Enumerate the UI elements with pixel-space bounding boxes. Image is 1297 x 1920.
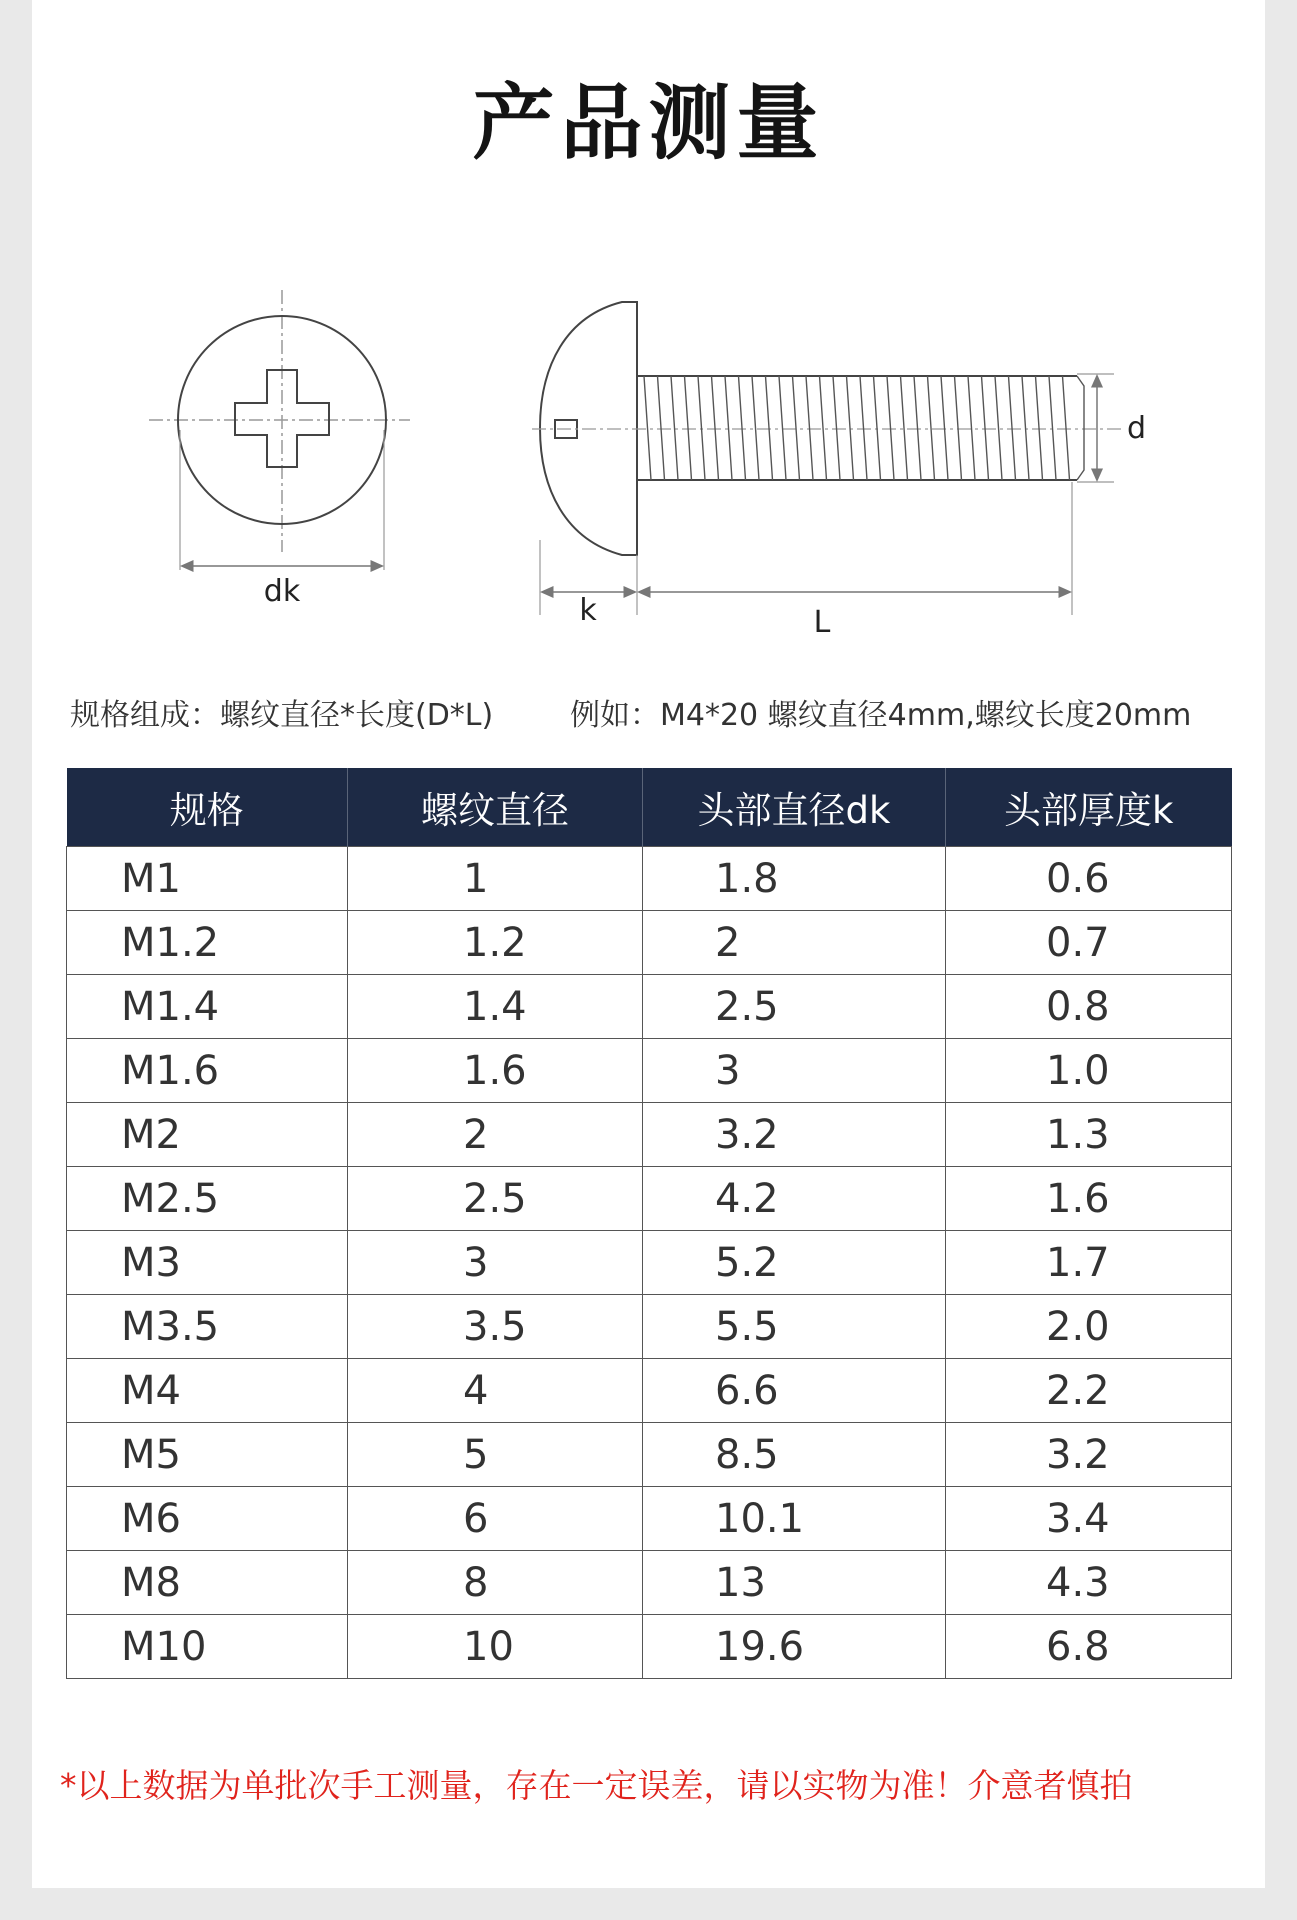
table-cell: 8: [348, 1551, 643, 1615]
header-head-thickness: 头部厚度k: [946, 768, 1232, 847]
header-spec: 规格: [67, 768, 348, 847]
table-row: [67, 975, 1232, 1039]
screw-side-view: [532, 302, 1122, 615]
label-dk: dk: [263, 574, 301, 609]
table-cell: 2.0: [946, 1295, 1232, 1359]
table-cell: M1.4: [67, 975, 348, 1039]
table-cell: M8: [67, 1551, 348, 1615]
label-L: L: [813, 605, 831, 640]
screw-head-top-view: [149, 290, 410, 570]
label-d: d: [1127, 411, 1147, 446]
spec-example-text: 例如：M4*20 螺纹直径4mm,螺纹长度20mm: [570, 698, 1192, 733]
table-cell: 0.8: [946, 975, 1232, 1039]
table-cell: 3.2: [946, 1423, 1232, 1487]
table-cell: 1.2: [348, 911, 643, 975]
table-cell: M2: [67, 1103, 348, 1167]
label-k: k: [579, 593, 597, 628]
table-cell: 6.6: [643, 1359, 946, 1423]
table-cell: 13: [643, 1551, 946, 1615]
table-cell: 0.7: [946, 911, 1232, 975]
header-thread-diameter: 螺纹直径: [348, 768, 643, 847]
spec-composition-text: 规格组成：螺纹直径*长度(D*L): [70, 698, 494, 733]
table-cell: M10: [67, 1615, 348, 1679]
table-cell: 10: [348, 1615, 643, 1679]
table-cell: M1.6: [67, 1039, 348, 1103]
table-cell: M1: [67, 847, 348, 911]
table-cell: 8.5: [643, 1423, 946, 1487]
table-cell: 19.6: [643, 1615, 946, 1679]
table-cell: 1: [348, 847, 643, 911]
table-cell: 4.2: [643, 1167, 946, 1231]
page-title: 产品测量: [472, 76, 825, 171]
table-row: [67, 1551, 1232, 1615]
table-row: [67, 1295, 1232, 1359]
table-cell: 5.2: [643, 1231, 946, 1295]
table-cell: M1.2: [67, 911, 348, 975]
table-cell: M6: [67, 1487, 348, 1551]
table-cell: 1.6: [946, 1167, 1232, 1231]
table-cell: 6: [348, 1487, 643, 1551]
table-cell: 2: [643, 911, 946, 975]
table-cell: M5: [67, 1423, 348, 1487]
table-cell: 1.0: [946, 1039, 1232, 1103]
header-head-diameter: 头部直径dk: [643, 768, 946, 847]
table-row: [67, 1039, 1232, 1103]
table-cell: 0.6: [946, 847, 1232, 911]
table-cell: M3: [67, 1231, 348, 1295]
table-cell: 1.4: [348, 975, 643, 1039]
table-cell: 1.6: [348, 1039, 643, 1103]
table-cell: 2.5: [643, 975, 946, 1039]
spec-table: [66, 768, 1232, 1679]
table-cell: 4: [348, 1359, 643, 1423]
table-cell: 4.3: [946, 1551, 1232, 1615]
table-row: [67, 1615, 1232, 1679]
table-cell: 3.2: [643, 1103, 946, 1167]
table-cell: 5.5: [643, 1295, 946, 1359]
table-row: [67, 1359, 1232, 1423]
table-cell: 3.5: [348, 1295, 643, 1359]
table-cell: 2.2: [946, 1359, 1232, 1423]
table-cell: 3: [643, 1039, 946, 1103]
product-card: [32, 0, 1265, 1888]
table-body: [67, 847, 1232, 1679]
screw-dimension-diagram: [32, 270, 1265, 650]
table-cell: M3.5: [67, 1295, 348, 1359]
table-row: [67, 1231, 1232, 1295]
table-header-row: [67, 768, 1232, 847]
table-row: [67, 1103, 1232, 1167]
table-row: [67, 1423, 1232, 1487]
table-cell: 1.7: [946, 1231, 1232, 1295]
table-cell: 5: [348, 1423, 643, 1487]
table-cell: 2.5: [348, 1167, 643, 1231]
table-cell: 6.8: [946, 1615, 1232, 1679]
table-cell: M2.5: [67, 1167, 348, 1231]
table-cell: 1.8: [643, 847, 946, 911]
table-cell: 10.1: [643, 1487, 946, 1551]
table-row: [67, 1487, 1232, 1551]
table-cell: 1.3: [946, 1103, 1232, 1167]
table-cell: 3: [348, 1231, 643, 1295]
table-cell: M4: [67, 1359, 348, 1423]
table-row: [67, 847, 1232, 911]
disclaimer-note: *以上数据为单批次手工测量，存在一定误差，请以实物为准！介意者慎拍: [60, 1766, 1133, 1805]
table-cell: 2: [348, 1103, 643, 1167]
table-cell: 3.4: [946, 1487, 1232, 1551]
table-row: [67, 1167, 1232, 1231]
table-row: [67, 911, 1232, 975]
